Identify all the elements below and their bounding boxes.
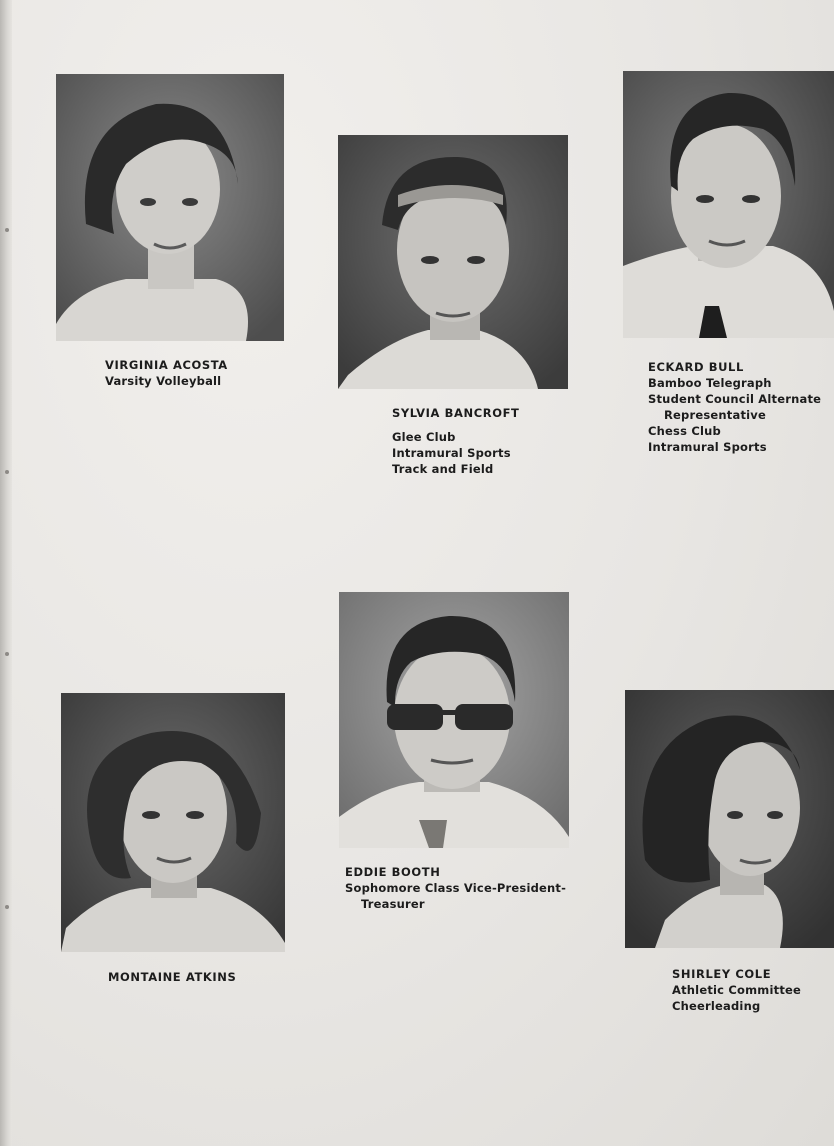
student-name: SYLVIA BANCROFT xyxy=(392,406,520,420)
binding-stitch xyxy=(5,470,9,474)
student-name: MONTAINE ATKINS xyxy=(108,970,237,984)
caption-eckard-bull xyxy=(648,359,821,455)
portrait-eddie-booth xyxy=(339,592,569,848)
portrait-eckard-bull xyxy=(623,71,834,338)
binding-stitch xyxy=(5,652,9,656)
student-activity: Sophomore Class Vice-President- xyxy=(345,881,567,895)
student-activity: Glee Club xyxy=(392,430,456,444)
page-binding xyxy=(0,0,12,1146)
caption-montaine-atkins xyxy=(108,969,236,985)
portrait-virginia-acosta xyxy=(56,74,284,341)
student-activity: Varsity Volleyball xyxy=(105,374,222,388)
student-activity: Treasurer xyxy=(361,897,425,911)
student-activity: Athletic Committee xyxy=(672,983,802,997)
caption-eddie-booth xyxy=(345,864,566,912)
student-activity: Intramural Sports xyxy=(648,440,767,454)
student-activity: Representative xyxy=(664,408,766,422)
portrait-montaine-atkins xyxy=(61,693,285,952)
student-activity: Track and Field xyxy=(392,462,494,476)
student-name: ECKARD BULL xyxy=(648,360,744,374)
caption-virginia-acosta xyxy=(105,357,228,389)
caption-shirley-cole xyxy=(672,966,801,1014)
binding-stitch xyxy=(5,228,9,232)
portrait-shirley-cole xyxy=(625,690,834,948)
student-activity: Intramural Sports xyxy=(392,446,511,460)
student-name: VIRGINIA ACOSTA xyxy=(105,358,228,372)
student-activity: Chess Club xyxy=(648,424,721,438)
student-activity: Cheerleading xyxy=(672,999,761,1013)
student-activity: Bamboo Telegraph xyxy=(648,376,772,390)
caption-sylvia-bancroft xyxy=(392,405,520,477)
student-name: SHIRLEY COLE xyxy=(672,967,772,981)
student-name: EDDIE BOOTH xyxy=(345,865,441,879)
binding-stitch xyxy=(5,905,9,909)
portrait-sylvia-bancroft xyxy=(338,135,568,389)
student-activity: Student Council Alternate xyxy=(648,392,822,406)
